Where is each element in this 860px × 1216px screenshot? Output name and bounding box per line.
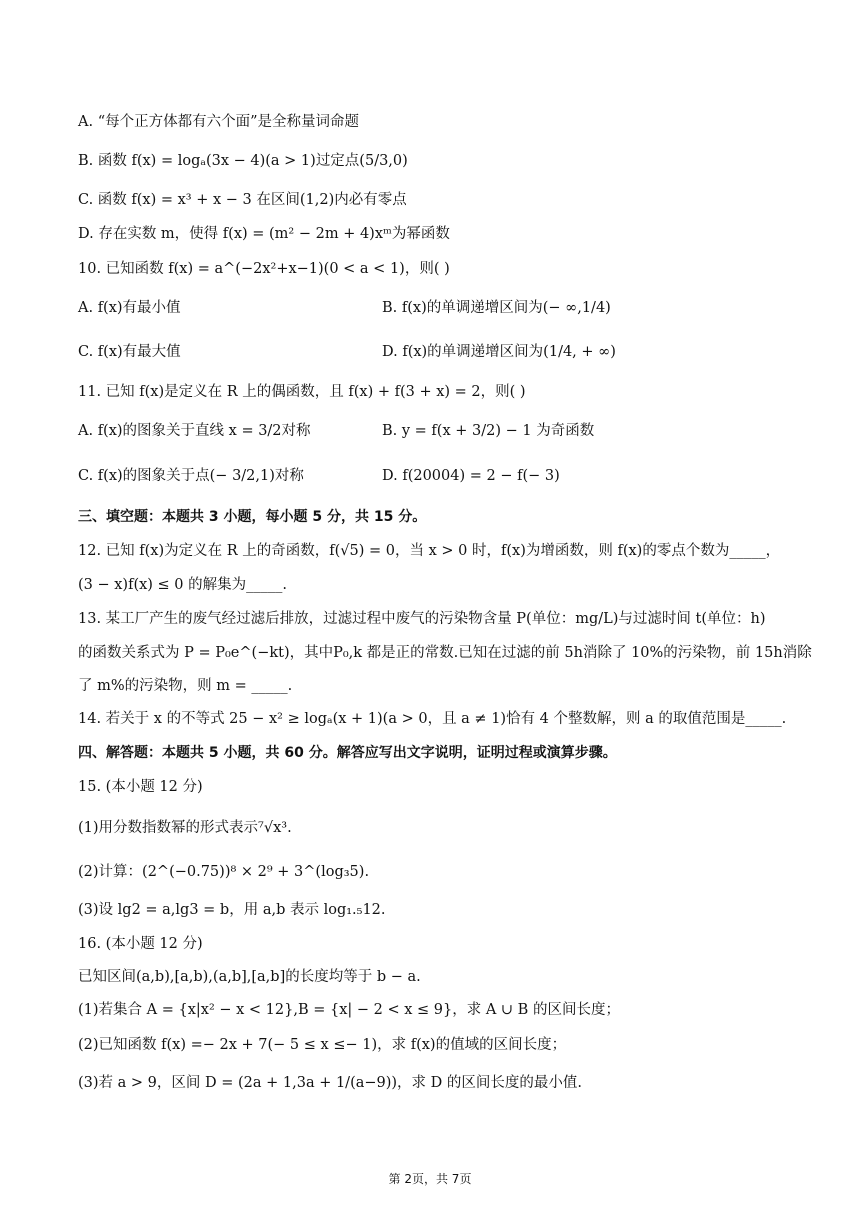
question-13-cont2: 了 m%的污染物，则 m = _____. xyxy=(78,678,293,694)
question-11: 11. 已知 f(x)是定义在 R 上的偶函数，且 f(x) + f(3 + x) = 2，则( ) xyxy=(78,384,526,400)
section-answers: 四、解答题：本题共 5 小题，共 60 分。解答应写出文字说明，证明过程或演算步骤。 xyxy=(78,745,617,761)
q15-part2: (2)计算：(2^(−0.75))⁸ × 2⁹ + 3^(log₃5). xyxy=(78,864,370,880)
q16-intro: 已知区间(a,b),[a,b),(a,b],[a,b]的长度均等于 b − a. xyxy=(78,969,421,985)
q15-part3: (3)设 lg2 = a,lg3 = b，用 a,b 表示 log₁.₅12. xyxy=(78,902,386,918)
question-12: 12. 已知 f(x)为定义在 R 上的奇函数，f(√5) = 0，当 x > 0 时，f(x)为增函数，则 f(x)的零点个数为_____， xyxy=(78,543,781,559)
option-9a: A. “每个正方体都有六个面”是全称量词命题 xyxy=(78,114,360,130)
option-9b: B. 函数 f(x) = logₐ(3x − 4)(a > 1)过定点(5/3,0) xyxy=(78,153,408,169)
question-16: 16. (本小题 12 分) xyxy=(78,936,203,952)
q11-option-c: C. f(x)的图象关于点(− 3/2,1)对称 xyxy=(78,468,304,484)
q16-part3: (3)若 a > 9，区间 D = (2a + 1,3a + 1/(a−9))，求 D 的区间长度的最小值. xyxy=(78,1075,583,1091)
question-10: 10. 已知函数 f(x) = a^(−2x²+x−1)(0 < a < 1)，则( ) xyxy=(78,261,450,277)
q10-option-a: A. f(x)有最小值 xyxy=(78,300,181,316)
section-fill-in: 三、填空题：本题共 3 小题，每小题 5 分，共 15 分。 xyxy=(78,509,427,525)
question-15: 15. (本小题 12 分) xyxy=(78,779,203,795)
q11-option-a: A. f(x)的图象关于直线 x = 3/2对称 xyxy=(78,423,311,439)
q10-option-d: D. f(x)的单调递增区间为(1/4, + ∞) xyxy=(382,344,616,360)
q16-part1: (1)若集合 A = {x|x² − x < 12},B = {x| − 2 < x ≤ 9}，求 A ∪ B 的区间长度； xyxy=(78,1002,620,1018)
q11-option-d: D. f(20004) = 2 − f(− 3) xyxy=(382,468,560,484)
q15-part1: (1)用分数指数幂的形式表示⁷√x³. xyxy=(78,820,292,836)
question-14: 14. 若关于 x 的不等式 25 − x² ≥ logₐ(x + 1)(a > 0，且 a ≠ 1)恰有 4 个整数解，则 a 的取值范围是_____. xyxy=(78,711,787,727)
question-12-cont: (3 − x)f(x) ≤ 0 的解集为_____. xyxy=(78,577,288,593)
question-13: 13. 某工厂产生的废气经过滤后排放，过滤过程中废气的污染物含量 P(单位：mg/L)与过滤时间 t(单位：h) xyxy=(78,611,766,627)
page-footer: 第 2页，共 7页 xyxy=(388,1172,472,1186)
option-9c: C. 函数 f(x) = x³ + x − 3 在区间(1,2)内必有零点 xyxy=(78,192,407,208)
question-13-cont1: 的函数关系式为 P = P₀e^(−kt)，其中P₀,k 都是正的常数.已知在过滤的前 5h消除了 10%的污染物，前 15h消除 xyxy=(78,645,812,661)
q11-option-b: B. y = f(x + 3/2) − 1 为奇函数 xyxy=(382,423,595,439)
q10-option-b: B. f(x)的单调递增区间为(− ∞,1/4) xyxy=(382,300,611,316)
q10-option-c: C. f(x)有最大值 xyxy=(78,344,181,360)
q16-part2: (2)已知函数 f(x) =− 2x + 7(− 5 ≤ x ≤− 1)，求 f(x)的值域的区间长度； xyxy=(78,1037,567,1053)
option-9d: D. 存在实数 m，使得 f(x) = (m² − 2m + 4)xᵐ为幂函数 xyxy=(78,226,450,242)
